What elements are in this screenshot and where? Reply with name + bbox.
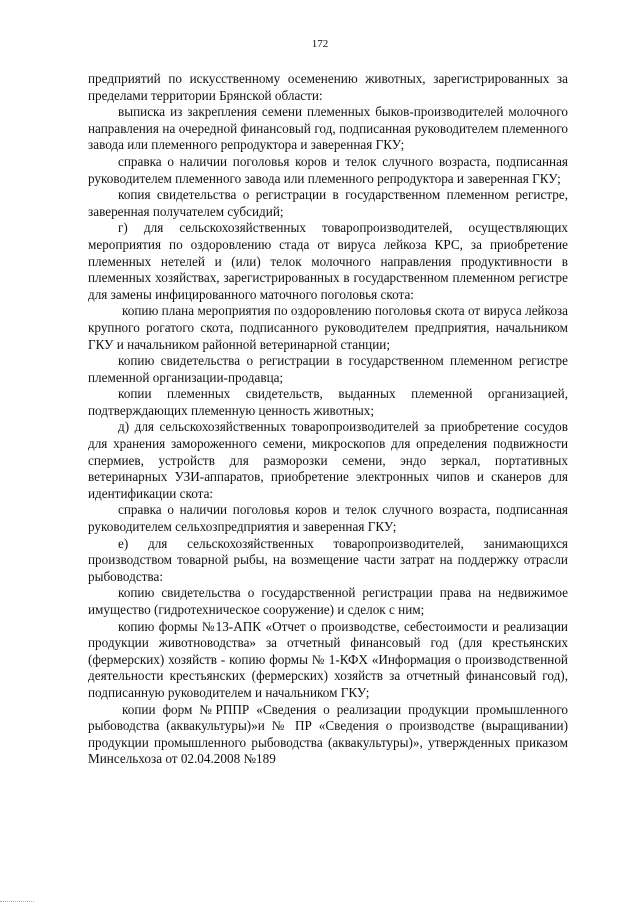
paragraph-form-13-apk-copy: копию формы №13-АПК «Отчет о производстве, себестоимости и реализации продукции животноводства» за отчетный финансовый год (для крестьянских (фермерских) хозяйств - копию формы № 1-КФХ «Информация о производственной деятельности крестьянских (фермерских) хозяйств за отчетный финансовый год), подписанную руководителем и начальником ГКУ; <box>88 618 568 700</box>
paragraph-registry-certificate-copy: копия свидетельства о регистрации в государственном племенном регистре, заверенная получателем субсидий; <box>88 187 568 219</box>
paragraph-property-registration-copy: копию свидетельства о государственной регистрации права на недвижимое имущество (гидротехническое сооружение) и сделок с ним; <box>88 585 568 617</box>
paragraph-form-rppr-copy: копии форм №РППР «Сведения о реализации продукции промышленного рыбоводства (аквакультуры)»и № ПР «Сведения о производстве (выращивании) продукции промышленного рыбоводства (аквакультуры)», утвержденных приказом Минсельхоза от 02.04.2008 №189 <box>88 701 568 767</box>
paragraph-health-plan-copy: копию плана мероприятия по оздоровлению поголовья скота от вируса лейкоза крупного рогатого скота, подписанного руководителем предприятия, начальником ГКУ и начальником районной ветеринарной станции; <box>88 303 568 352</box>
paragraph-item-d: д) для сельскохозяйственных товаропроизводителей за приобретение сосудов для хранения замороженного семени, микроскопов для определения подвижности спермиев, устройств для разморозки семени, эндо зеркал, портативных ветеринарных УЗИ-аппаратов, приобретение электронных чипов и сканеров для идентификации скота: <box>88 419 568 501</box>
paragraph-item-e: е) для сельскохозяйственных товаропроизводителей, занимающихся производством товарной рыбы, на возмещение части затрат на поддержку отрасли рыбоводства: <box>88 535 568 584</box>
paragraph-seller-registry-copy: копию свидетельства о регистрации в государственном племенном регистре племенной организации-продавца; <box>88 353 568 385</box>
paragraph-breeding-certificates-copy: копии племенных свидетельств, выданных племенной организацией, подтверждающих племенную ценность животных; <box>88 386 568 418</box>
document-body <box>88 71 568 768</box>
scan-edge-mark <box>0 901 34 902</box>
page-number: 172 <box>311 38 329 50</box>
paragraph-item-g: г) для сельскохозяйственных товаропроизводителей, осуществляющих мероприятия по оздоровлению стада от вируса лейкоза КРС, за приобретение племенных нетелей и (или) телок молочного направления продуктивности в племенных хозяйствах, зарегистрированных в государственном племенном регистре для замены инфицированного маточного поголовья скота: <box>88 220 568 302</box>
paragraph-livestock-certificate: справка о наличии поголовья коров и телок случного возраста, подписанная руководителем племенного завода или племенного репродуктора и заверенная ГКУ; <box>88 153 568 186</box>
paragraph-breeding-bulls-extract: выписка из закрепления семени племенных быков-производителей молочного направления на очередной финансовый год, подписанная руководителем племенного завода или племенного репродуктора и заверенная ГКУ; <box>88 104 568 153</box>
paragraph-livestock-certificate-2: справка о наличии поголовья коров и телок случного возраста, подписанная руководителем сельхозпредприятия и заверенная ГКУ; <box>88 502 568 535</box>
paragraph-continuation: предприятий по искусственному осеменению животных, зарегистрированных за пределами территории Брянской области: <box>88 71 568 103</box>
